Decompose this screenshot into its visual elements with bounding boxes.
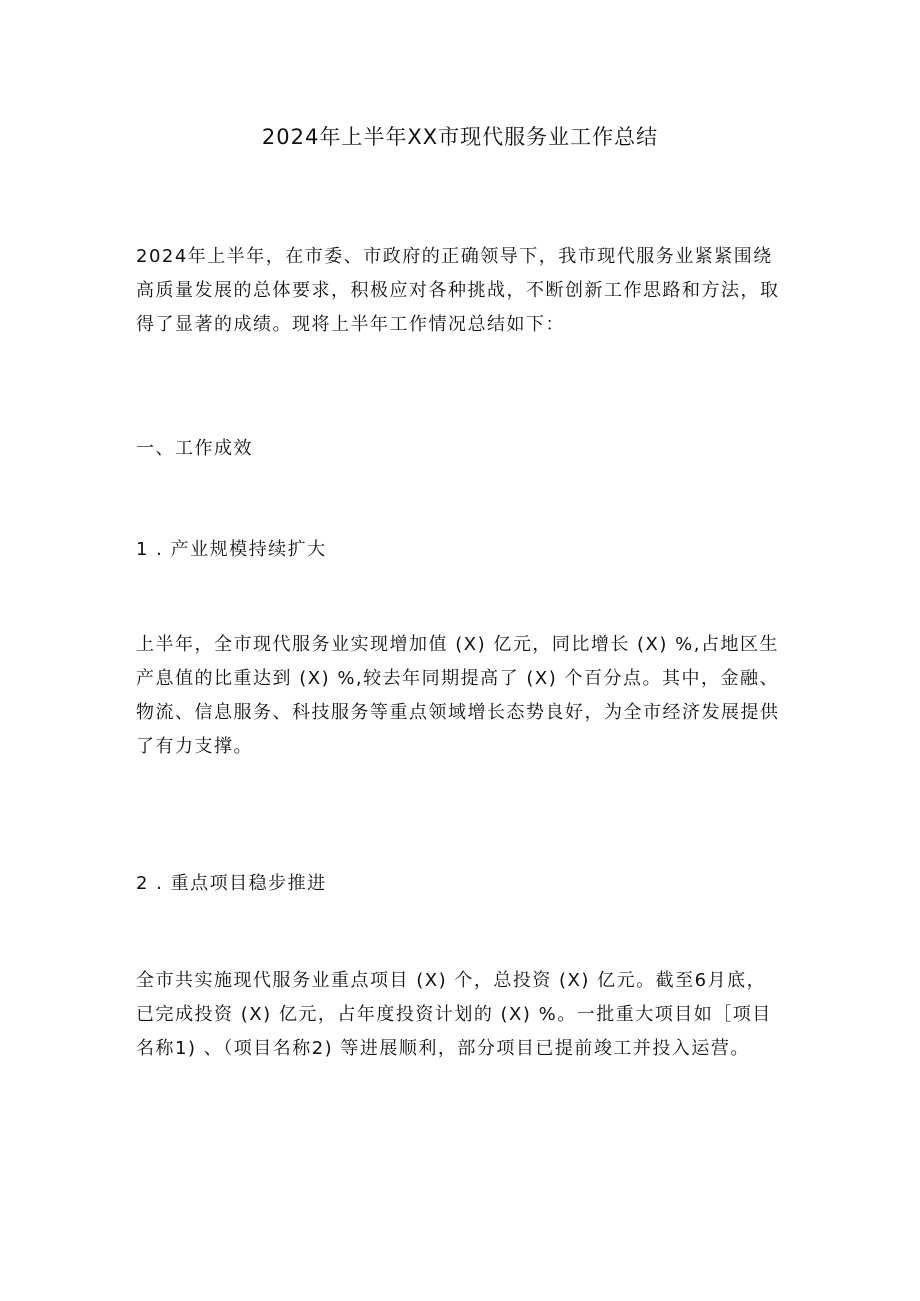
paragraph-line: 名称1) 、（项目名称2) 等进展顺利，部分项目已提前竣工并投入运营。 (136, 1038, 750, 1059)
paragraph-line: 物流、信息服务、科技服务等重点领域增长态势良好，为全市经济发展提供 (136, 702, 780, 723)
paragraph-line: 上半年，全市现代服务业实现增加值 (X) 亿元，同比增长 (X) %,占地区生 (136, 634, 779, 655)
paragraph-line: 得了显著的成绩。现将上半年工作情况总结如下： (136, 314, 565, 335)
document-title: 2024年上半年XX市现代服务业工作总结 (261, 125, 659, 149)
key-projects-paragraph (136, 964, 796, 1066)
paragraph-line: 已完成投资 (X) 亿元，占年度投资计划的 (X) %。一批重大项目如［项目 (136, 1004, 772, 1025)
paragraph-line: 产息值的比重达到 (X) %,较去年同期提高了 (X) 个百分点。其中，金融、 (136, 668, 779, 689)
subheading-industry-scale: 1 . 产业规模持续扩大 (136, 539, 327, 560)
paragraph-line: 高质量发展的总体要求，积极应对各种挑战，不断创新工作思路和方法，取 (136, 280, 780, 301)
intro-paragraph (136, 240, 796, 342)
section-heading-achievements: 一、工作成效 (136, 438, 253, 459)
paragraph-line: 了有力支撑。 (136, 736, 253, 757)
paragraph-line: 2024年上半年，在市委、市政府的正确领导下，我市现代服务业紧紧围绕 (136, 246, 773, 267)
paragraph-line: 全市共实施现代服务业重点项目 (X) 个，总投资 (X) 亿元。截至6月底， (136, 970, 767, 991)
subheading-key-projects: 2 . 重点项目稳步推进 (136, 873, 327, 894)
industry-scale-paragraph (136, 628, 796, 764)
